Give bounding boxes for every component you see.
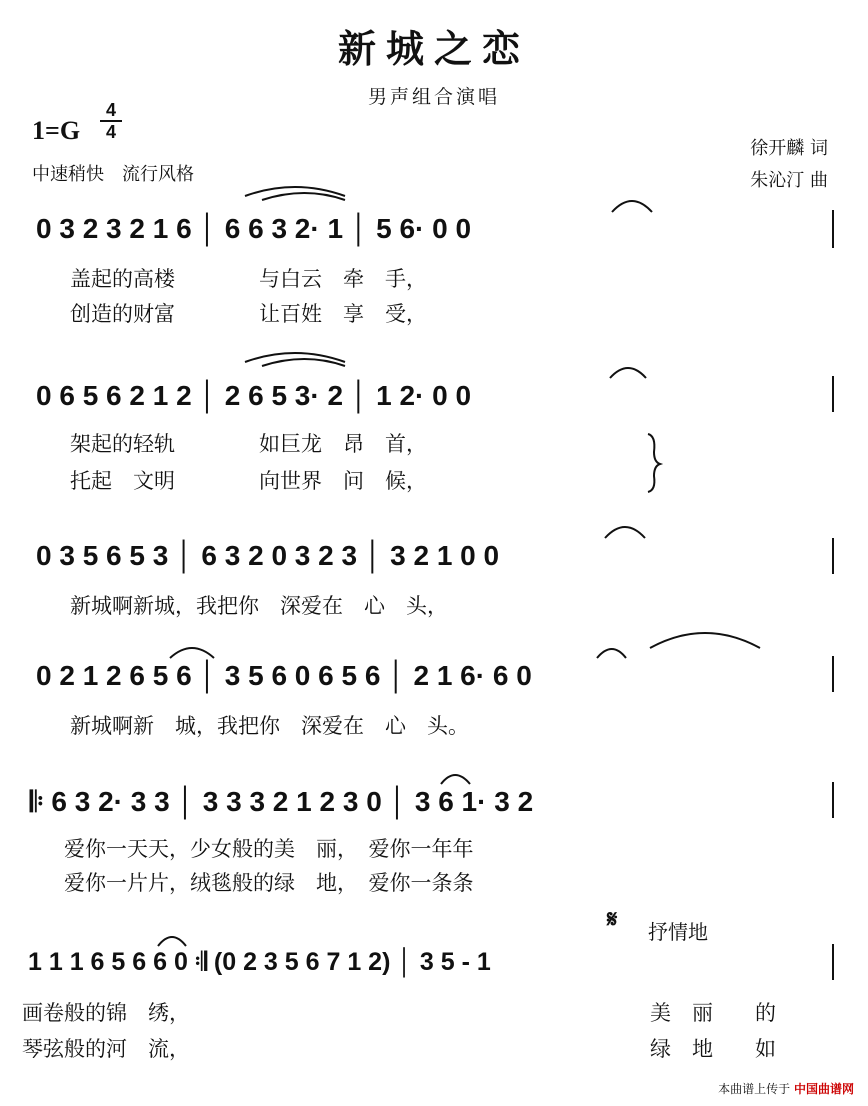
tempo-marking: 中速稍快 流行风格 <box>32 164 194 185</box>
slur <box>650 633 760 648</box>
slur <box>605 527 645 538</box>
notation-row-1: 0 3 2 3 2 1 6 │ 6 6 3 2· 1 │ 5 6· 0 0 <box>36 213 472 244</box>
lyric-row-4: 新城啊新 城，我把你 深爱在 心 头。 <box>70 714 469 738</box>
lyric-row-6b-left: 琴弦般的河 流， <box>22 1037 190 1061</box>
slur <box>610 368 646 378</box>
slur <box>170 648 214 658</box>
key-signature: 1=G <box>32 116 81 145</box>
slur <box>262 359 345 366</box>
notation-row-5: 𝄆 6 3 2· 3 3 │ 3 3 3 2 1 2 3 0 │ 3 6 1· 3 2 <box>30 786 534 817</box>
slur <box>245 187 345 196</box>
performer-subtitle: 男声组合演唱 <box>367 86 500 108</box>
lyric-row-3: 新城啊新城，我把你 深爱在 心 头， <box>70 594 448 618</box>
notation-row-6: 1 1 1 6 5 6 6 0 𝄇 (0 2 3 5 6 7 1 2) │ 3 5 - 1 <box>28 948 491 976</box>
lyric-row-1b: 创造的财富 让百姓 享 受， <box>70 302 427 326</box>
slur <box>597 649 626 658</box>
site-logo[interactable]: 中国曲谱网 <box>793 1082 854 1096</box>
notation-row-3: 0 3 5 6 5 3 │ 6 3 2 0 3 2 3 │ 3 2 1 0 0 <box>36 540 500 571</box>
page-title: 新城之恋 <box>337 26 530 71</box>
lyricist-credit: 徐开麟 词 <box>750 138 828 159</box>
footer-prefix: 本曲谱上传于 <box>718 1082 791 1096</box>
slur <box>262 193 345 200</box>
lyric-row-5a: 爱你一天天，少女般的美 丽， 爱你一年年 <box>64 837 474 861</box>
lyric-row-6a-right: 美 丽 的 <box>650 1001 776 1025</box>
lyric-row-5b: 爱你一片片，绒毯般的绿 地， 爱你一条条 <box>64 871 474 895</box>
composer-credit: 朱沁汀 曲 <box>750 170 828 191</box>
slur <box>612 201 652 212</box>
footer-credit <box>718 1080 854 1097</box>
lyric-row-6a-left: 画卷般的锦 绣， <box>22 1001 190 1025</box>
notation-row-2: 0 6 5 6 2 1 2 │ 2 6 5 3· 2 │ 1 2· 0 0 <box>36 380 472 411</box>
segno-sign: 𝄋 <box>607 905 618 933</box>
time-signature-bottom: 4 <box>100 120 122 142</box>
time-signature-top: 4 <box>105 100 116 120</box>
expression-marking: 抒情地 <box>648 920 708 944</box>
lyric-row-1a: 盖起的高楼 与白云 牵 手， <box>70 267 427 291</box>
lyric-row-6b-right: 绿 地 如 <box>650 1037 776 1061</box>
lyric-row-2a: 架起的轻轨 如巨龙 昂 首， <box>70 432 427 456</box>
slur <box>245 353 345 362</box>
notation-row-4: 0 2 1 2 6 5 6 │ 3 5 6 0 6 5 6 │ 2 1 6· 6 0 <box>36 660 532 691</box>
slur <box>441 775 470 784</box>
lyric-row-2b: 托起 文明 向世界 问 候， <box>70 469 427 493</box>
slur <box>158 937 186 946</box>
